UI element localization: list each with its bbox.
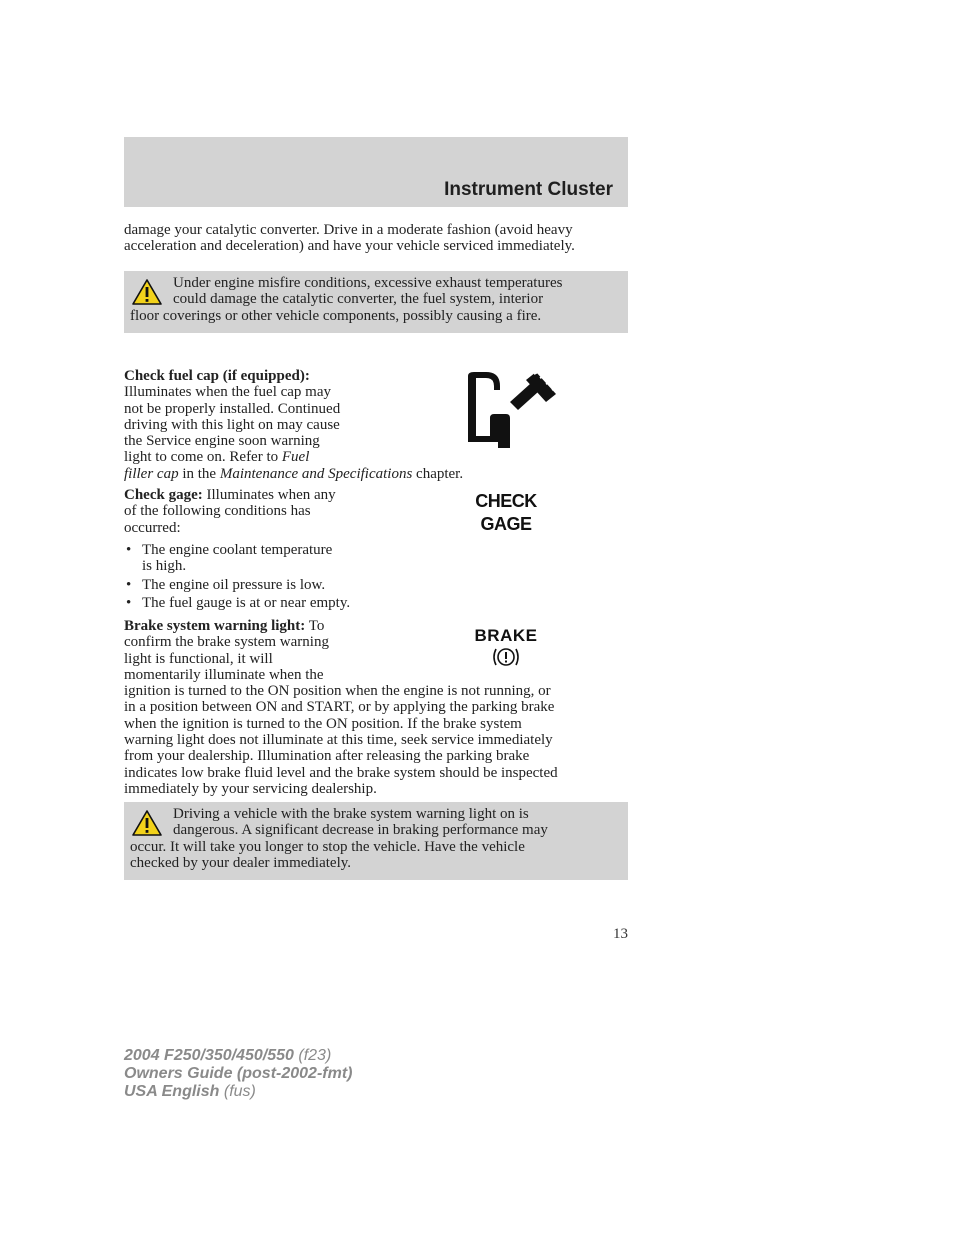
brake-text-line: from your dealership. Illumination after releasing the parking brake [124, 748, 530, 765]
brake-text-line: momentarily illuminate when the [124, 666, 324, 683]
fuel-cap-text-line: driving with this light on may cause [124, 416, 340, 433]
fuel-cap-ref: filler cap [124, 465, 179, 482]
list-item-text: The fuel gauge is at or near empty. [142, 594, 351, 611]
warning-box-brake [124, 802, 628, 880]
brake-text-line: when the ignition is turned to the ON position. If the brake system [124, 715, 522, 732]
footer-guide: Owners Guide (post-2002-fmt) [124, 1065, 353, 1082]
warning-box-misfire [124, 271, 628, 333]
intro-paragraph: damage your catalytic converter. Drive in a moderate fashion (avoid heavy acceleration and deceleration) and have your vehicle serviced immediately. [124, 222, 575, 255]
chapter-ref: Maintenance and Specifications [219, 465, 413, 482]
brake-indicator-label: BRAKE [474, 626, 538, 645]
fuel-cap-text-line: light to come on. Refer to [124, 449, 282, 466]
warning-text-line: Driving a vehicle with the brake system warning light on is [173, 806, 529, 822]
check-gage-section [124, 487, 424, 536]
brake-warning-icon [491, 646, 521, 668]
brake-heading: Brake system warning light: [124, 618, 306, 634]
page-number: 13 [613, 926, 628, 942]
list-item [124, 542, 424, 575]
warning-text-line: could damage the catalytic converter, the fuel system, interior [173, 291, 544, 308]
fuel-cap-text-line: the Service engine soon warning [124, 433, 320, 450]
brake-text-line: warning light does not illuminate at this time, seek service immediately [124, 732, 553, 749]
footer-model: 2004 F250/350/450/550 [124, 1047, 294, 1064]
brake-text-line: indicates low brake fluid level and the brake system should be inspected [124, 764, 558, 781]
check-gage-heading: Check gage: [124, 487, 203, 503]
brake-text-line: ignition is turned to the ON position when the engine is not running, or [124, 683, 551, 700]
document-footer [124, 1047, 352, 1101]
brake-text-line: confirm the brake system warning [124, 634, 329, 651]
brake-text-line: in a position between ON and START, or by applying the parking brake [124, 699, 555, 716]
check-gage-text: occurred: [124, 519, 181, 536]
check-gage-text: Illuminates when any [202, 487, 336, 503]
section-header [124, 137, 628, 207]
fuel-cap-text-line: Illuminates when the fuel cap may [124, 384, 332, 401]
list-item-text: is high. [142, 558, 187, 575]
check-gage-indicator [470, 490, 542, 536]
bullet-icon: • [126, 576, 132, 593]
brake-text-line: light is functional, it will [124, 650, 273, 667]
fuel-cap-icon [464, 370, 558, 450]
list-item-text: The engine oil pressure is low. [142, 576, 326, 593]
bullet-icon: • [126, 594, 132, 611]
list-item [124, 577, 424, 593]
brake-text-line: immediately by your servicing dealership. [124, 780, 377, 797]
fuel-cap-text-line: not be properly installed. Continued [124, 400, 341, 417]
warning-text-line: dangerous. A significant decrease in braking performance may [173, 822, 548, 839]
indicator-text: CHECK [475, 491, 537, 511]
indicator-text: GAGE [480, 514, 532, 534]
brake-section [124, 618, 628, 797]
list-item [124, 595, 424, 611]
brake-text: To [305, 618, 325, 634]
check-gage-text: of the following conditions has [124, 503, 311, 520]
warning-text-line: occur. It will take you longer to stop the vehicle. Have the vehicle [130, 838, 525, 855]
warning-text-line: Under engine misfire conditions, excessive exhaust temperatures [173, 275, 563, 291]
conditions-list [124, 542, 424, 613]
page-title: Instrument Cluster [444, 179, 613, 200]
warning-text-line: checked by your dealer immediately. [130, 854, 352, 871]
fuel-cap-heading: Check fuel cap (if equipped): [124, 368, 310, 384]
bullet-icon: • [126, 542, 132, 558]
warning-text-line: floor coverings or other vehicle components, possibly causing a fire. [130, 307, 542, 324]
fuel-cap-ref-end: chapter. [412, 465, 464, 482]
list-item-text: The engine coolant temperature [142, 542, 333, 558]
footer-code: (f23) [293, 1047, 332, 1064]
footer-lang-code: (fus) [219, 1083, 256, 1100]
footer-language: USA English [124, 1083, 220, 1100]
fuel-cap-ref: Fuel [281, 449, 310, 466]
fuel-cap-ref-text: in the [178, 465, 220, 482]
